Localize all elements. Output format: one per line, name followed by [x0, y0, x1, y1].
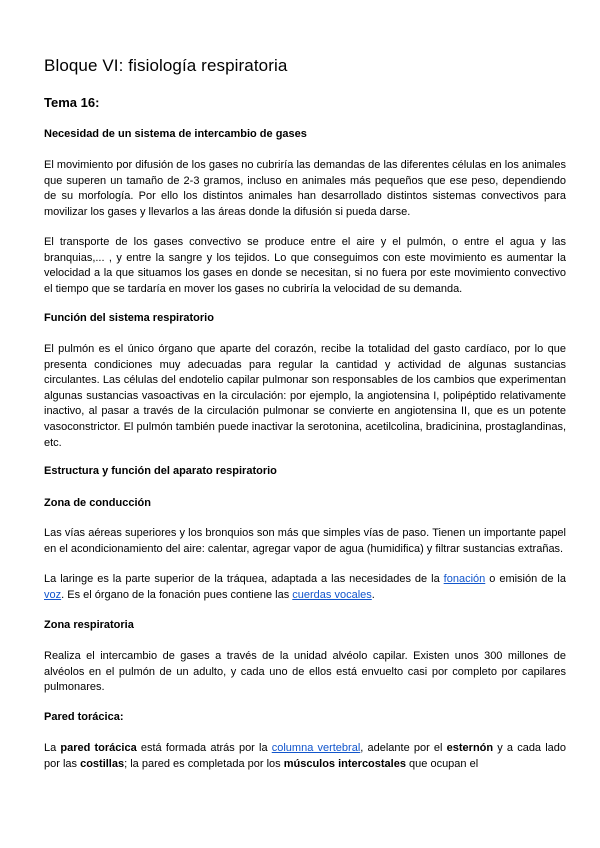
pared-bold-esternon: esternón: [446, 742, 494, 754]
pared-bold-pared-toracica: pared torácica: [60, 742, 137, 754]
laringe-text-d: .: [371, 588, 375, 601]
paragraph-pared-toracica: [44, 741, 566, 772]
link-cuerdas-vocales[interactable]: cuerdas vocales: [292, 588, 372, 601]
pared-bold-musculos-intercostales: músculos intercostales: [283, 757, 406, 770]
section-heading-funcion: Función del sistema respiratorio: [44, 312, 214, 324]
paragraph-laringe: [44, 572, 566, 603]
paragraph-alveolo: Realiza el intercambio de gases a través de la unidad alvéolo capilar. Existen unos 300 millones de alvéolos en el pulmón de un adulto, y cada uno de ellos está envuelto casi por completo por capilares pulmonares.: [44, 650, 566, 694]
document-title: Bloque VI: fisiología respiratoria: [44, 56, 288, 75]
link-fonacion[interactable]: fonación: [443, 573, 486, 585]
pared-text-3: , adelante por el: [360, 742, 447, 754]
link-columna-vertebral[interactable]: columna vertebral: [271, 742, 361, 754]
section-heading-pared: Pared torácica:: [44, 711, 124, 723]
pared-text-2: está formada atrás por la: [136, 742, 272, 754]
section-heading-respiratoria: Zona respiratoria: [44, 619, 134, 631]
pared-text-1: La: [44, 742, 61, 754]
section-heading-conduccion: Zona de conducción: [44, 497, 151, 509]
paragraph-vias-aereas: Las vías aéreas superiores y los bronquios son más que simples vías de paso. Tienen un importante papel en el acondicionamiento del aire: calentar, agregar vapor de agua (humidifica) y filtrar sustancias extrañas.: [44, 527, 566, 555]
pared-text-5: ; la pared es completada por los: [124, 757, 284, 770]
tema-heading: Tema 16:: [44, 95, 100, 110]
paragraph-difusion: El movimiento por difusión de los gases no cubriría las demandas de las diferentes células en los animales que superen un tamaño de 2-3 gramos, incluso en animales más pequeños que ese peso, dependiendo de su morfología. Por ello los distintos animales han desarrollado distintos sistemas convectivos para movilizar los gases y llevarlos a las áreas donde la difusión si pueda darse.: [44, 159, 566, 218]
section-heading-estructura: Estructura y función del aparato respiratorio: [44, 465, 277, 477]
pared-bold-costillas: costillas: [80, 757, 125, 770]
laringe-text-b: o emisión de la: [485, 573, 566, 585]
laringe-text-a: La laringe es la parte superior de la tráquea, adaptada a las necesidades de la: [44, 573, 444, 585]
paragraph-transporte: El transporte de los gases convectivo se produce entre el aire y el pulmón, o entre el agua y las branquias,... , y entre la sangre y los tejidos. Lo que conseguimos con este movimiento es aumentar la velocidad a la que situamos los gases en donde se necesitan, si no fuera por este movimiento convectivo el tiempo que se tardaría en mover los gases no cubriría la velocidad de su demanda.: [44, 236, 566, 295]
section-heading-intercambio: Necesidad de un sistema de intercambio de gases: [44, 128, 307, 140]
pared-text-6: que ocupan el: [405, 757, 479, 770]
link-voz[interactable]: voz: [44, 588, 62, 601]
paragraph-pulmon: El pulmón es el único órgano que aparte del corazón, recibe la totalidad del gasto cardíaco, por lo que presenta condiciones muy adecuadas para regular la cantidad y actividad de algunas sustancias circulantes. Las células del endotelio capilar pulmonar son responsables de los cambios que experimentan algunas sustancias vasoactivas en la circulación: por ejemplo, la angiotensina I, polipéptido relativamente inactivo, al pasar a través de la circulación pulmonar se convierte en angiotensina II, que es un potente vasoconstrictor. El pulmón también puede inactivar la serotonina, acetilcolina, bradicinina, prostaglandinas, etc.: [44, 343, 566, 449]
pared-text-4: y a cada lado por las: [44, 742, 567, 770]
laringe-text-c: . Es el órgano de la fonación pues contiene las: [61, 588, 293, 601]
